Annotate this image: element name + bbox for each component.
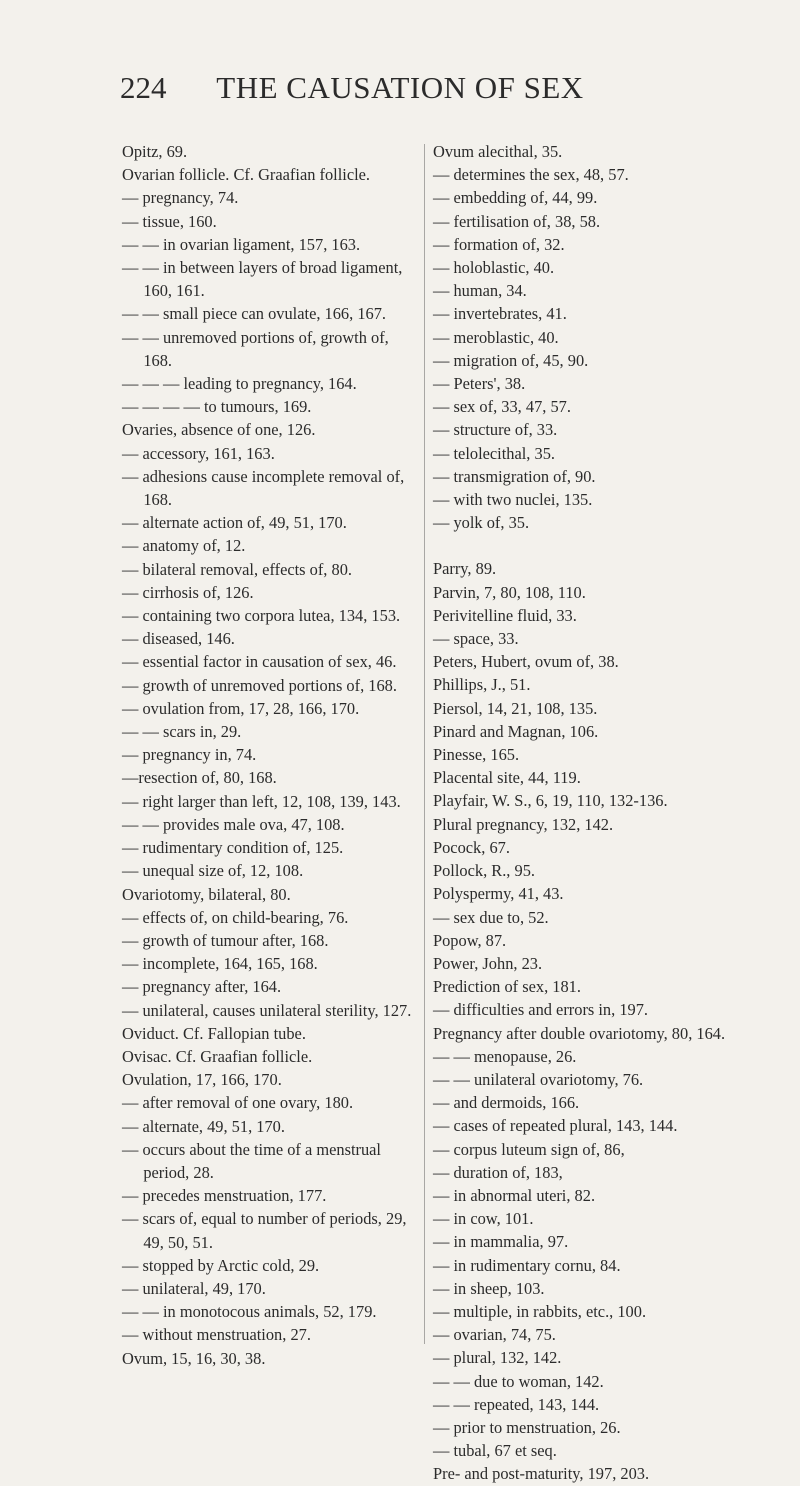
index-entry: — growth of unremoved portions of, 168.	[122, 675, 397, 695]
index-column-right	[433, 140, 738, 1486]
index-entry: — in cow, 101.	[433, 1209, 534, 1229]
index-entry: Placental site, 44, 119.	[433, 768, 581, 788]
index-entry: —resection of, 80, 168.	[122, 768, 277, 788]
index-entry: — right larger than left, 12, 108, 139, 143.	[122, 791, 401, 811]
index-entry: — pregnancy, 74.	[122, 188, 239, 208]
index-entry: — — unilateral ovariotomy, 76.	[433, 1069, 644, 1089]
index-entry: — ovulation from, 17, 28, 166, 170.	[122, 698, 360, 718]
index-entry: — formation of, 32.	[433, 234, 565, 254]
index-entry: — meroblastic, 40.	[433, 327, 559, 347]
page-header	[0, 68, 800, 108]
index-entry: Polyspermy, 41, 43.	[433, 884, 564, 904]
index-entry: — cases of repeated plural, 143, 144.	[433, 1116, 678, 1136]
index-entry: — tissue, 160.	[122, 211, 217, 231]
index-entry: — sex of, 33, 47, 57.	[433, 397, 571, 417]
index-entry: — essential factor in causation of sex, 46.	[122, 652, 397, 672]
index-entry: Phillips, J., 51.	[433, 675, 531, 695]
index-entry: — — in monotocous animals, 52, 179.	[122, 1302, 377, 1322]
index-entry: — stopped by Arctic cold, 29.	[122, 1255, 320, 1275]
index-entry: — — provides male ova, 47, 108.	[122, 814, 345, 834]
index-entry: Peters, Hubert, ovum of, 38.	[433, 652, 619, 672]
index-entry: Opitz, 69.	[122, 142, 188, 161]
index-entry: Ovum alecithal, 35.	[433, 142, 563, 161]
index-entry: — in abnormal uteri, 82.	[433, 1185, 596, 1205]
index-entry: — sex due to, 52.	[433, 907, 549, 927]
index-entry: Pinesse, 165.	[433, 745, 520, 765]
running-title: THE CAUSATION OF SEX	[216, 70, 584, 105]
index-entry: Ovaries, absence of one, 126.	[122, 420, 316, 440]
index-entry: — — scars in, 29.	[122, 722, 242, 742]
index-entry: Parry, 89.	[433, 559, 497, 579]
index-entry: — and dermoids, 166.	[433, 1093, 580, 1113]
index-entry: — in mammalia, 97.	[433, 1232, 569, 1252]
index-entry: Ovarian follicle. Cf. Graafian follicle.	[122, 165, 371, 185]
index-entry: — bilateral removal, effects of, 80.	[122, 559, 352, 579]
page-number: 224	[120, 70, 167, 105]
group-gap	[433, 534, 738, 557]
index-entry: — growth of tumour after, 168.	[122, 930, 329, 950]
index-entry: Parvin, 7, 80, 108, 110.	[433, 582, 586, 602]
index-group-ovum	[433, 140, 738, 534]
index-entry: Ovulation, 17, 166, 170.	[122, 1070, 282, 1090]
index-entry: — migration of, 45, 90.	[433, 350, 589, 370]
index-entry: Ovisac. Cf. Graafian follicle.	[122, 1046, 313, 1066]
index-entry: — tubal, 67 et seq.	[433, 1441, 557, 1461]
index-entry: — occurs about the time of a menstrual period, 28.	[122, 1139, 381, 1182]
index-entry: — — — — to tumours, 169.	[122, 397, 312, 417]
index-entry: Playfair, W. S., 6, 19, 110, 132-136.	[433, 791, 668, 811]
index-entry: Prediction of sex, 181.	[433, 977, 581, 997]
index-entry: — pregnancy after, 164.	[122, 977, 282, 997]
index-entry: — prior to menstruation, 26.	[433, 1417, 621, 1437]
index-entry: — containing two corpora lutea, 134, 153.	[122, 606, 401, 626]
column-divider	[424, 144, 425, 1344]
index-entry: — pregnancy in, 74.	[122, 745, 257, 765]
index-entry: — in rudimentary cornu, 84.	[433, 1255, 621, 1275]
index-entry: — transmigration of, 90.	[433, 466, 596, 486]
index-group-p	[433, 557, 738, 1485]
index-entry: Pregnancy after double ovariotomy, 80, 164.	[433, 1023, 726, 1043]
index-entry: Oviduct. Cf. Fallopian tube.	[122, 1023, 306, 1043]
index-entry: — fertilisation of, 38, 58.	[433, 211, 601, 231]
index-entry: — accessory, 161, 163.	[122, 443, 275, 463]
index-entry: — cirrhosis of, 126.	[122, 582, 254, 602]
index-entry: — alternate, 49, 51, 170.	[122, 1116, 285, 1136]
index-entry: — alternate action of, 49, 51, 170.	[122, 513, 347, 533]
index-entry: — — repeated, 143, 144.	[433, 1394, 600, 1414]
index-entry: Pollock, R., 95.	[433, 861, 535, 881]
index-entry: — space, 33.	[433, 629, 519, 649]
index-entry: — yolk of, 35.	[433, 513, 530, 533]
index-entry: — scars of, equal to number of periods, 29, 49, 50, 51.	[122, 1209, 407, 1252]
index-entry: — unequal size of, 12, 108.	[122, 861, 304, 881]
index-entry: Pre- and post-maturity, 197, 203.	[433, 1464, 650, 1484]
index-entry: — unilateral, causes unilateral sterility, 127.	[122, 1000, 412, 1020]
index-entry: — ovarian, 74, 75.	[433, 1325, 556, 1345]
index-entry: Popow, 87.	[433, 930, 507, 950]
index-entry: — after removal of one ovary, 180.	[122, 1093, 354, 1113]
index-entry: Ovariotomy, bilateral, 80.	[122, 884, 291, 904]
index-entry: — structure of, 33.	[433, 420, 558, 440]
index-entry: — — — leading to pregnancy, 164.	[122, 374, 357, 394]
index-entry: — invertebrates, 41.	[433, 304, 567, 324]
index-entry: — telolecithal, 35.	[433, 443, 555, 463]
index-entry: — — menopause, 26.	[433, 1046, 577, 1066]
index-entry: — — unremoved portions of, growth of, 168.	[122, 327, 389, 370]
index-entry: — determines the sex, 48, 57.	[433, 165, 629, 185]
index-entry: — anatomy of, 12.	[122, 536, 246, 556]
index-entry: — diseased, 146.	[122, 629, 235, 649]
index-entry: — — in between layers of broad ligament, 160, 161.	[122, 258, 403, 301]
index-entry: — — due to woman, 142.	[433, 1371, 604, 1391]
index-entry: — duration of, 183,	[433, 1162, 563, 1182]
index-entry: Perivitelline fluid, 33.	[433, 605, 577, 625]
index-entry: Ovum, 15, 16, 30, 38.	[122, 1348, 266, 1368]
index-entry: Power, John, 23.	[433, 953, 543, 973]
index-entry: — Peters', 38.	[433, 374, 526, 394]
index-entry: — effects of, on child-bearing, 76.	[122, 907, 349, 927]
index-entry: — precedes menstruation, 177.	[122, 1186, 327, 1206]
index-entry: — in sheep, 103.	[433, 1278, 545, 1298]
index-entry: — plural, 132, 142.	[433, 1348, 562, 1368]
index-entry: — corpus luteum sign of, 86,	[433, 1139, 625, 1159]
index-entry: — — in ovarian ligament, 157, 163.	[122, 234, 361, 254]
index-column-left	[122, 140, 412, 1370]
index-entry: — rudimentary condition of, 125.	[122, 838, 344, 858]
index-entry: — incomplete, 164, 165, 168.	[122, 954, 318, 974]
index-entry: Piersol, 14, 21, 108, 135.	[433, 698, 598, 718]
index-entry: — embedding of, 44, 99.	[433, 188, 598, 208]
index-entry: — difficulties and errors in, 197.	[433, 1000, 649, 1020]
index-entry: — unilateral, 49, 170.	[122, 1278, 266, 1298]
index-entry: — human, 34.	[433, 281, 527, 301]
index-entry: — — small piece can ovulate, 166, 167.	[122, 304, 387, 324]
index-entry: — holoblastic, 40.	[433, 258, 555, 278]
index-entry: Plural pregnancy, 132, 142.	[433, 814, 614, 834]
index-entry: — multiple, in rabbits, etc., 100.	[433, 1301, 647, 1321]
index-entry: Pocock, 67.	[433, 837, 510, 857]
index-entry: — adhesions cause incomplete removal of, 168.	[122, 466, 405, 510]
index-entry: — without menstruation, 27.	[122, 1325, 311, 1345]
index-entry: — with two nuclei, 135.	[433, 490, 593, 510]
index-entry: Pinard and Magnan, 106.	[433, 721, 599, 741]
